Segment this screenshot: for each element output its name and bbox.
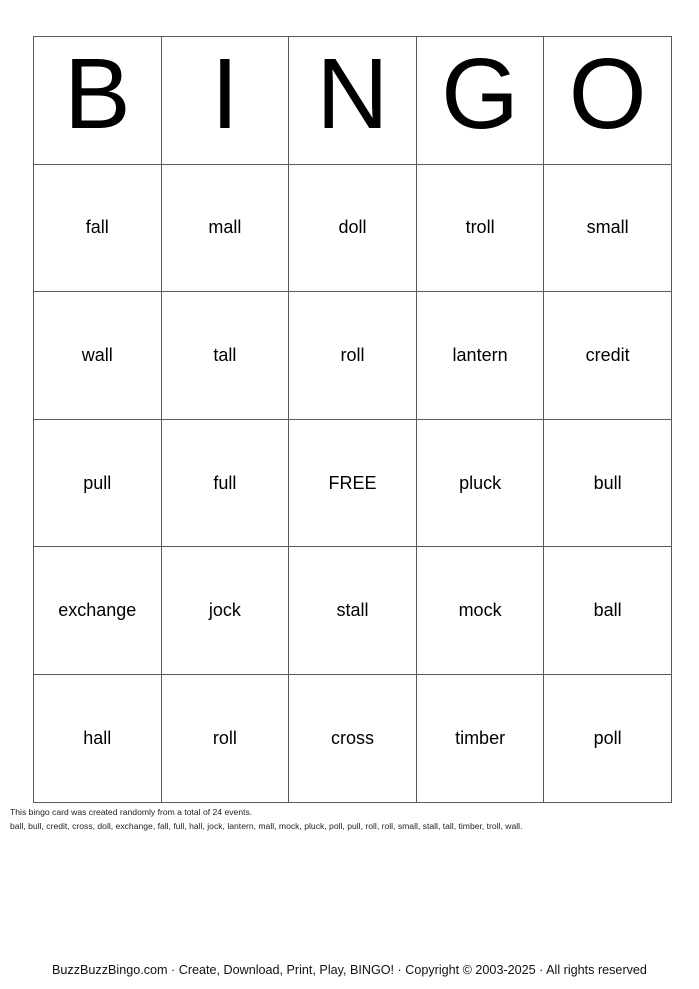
bingo-cell: mall — [161, 164, 289, 292]
event-word-list: ball, bull, credit, cross, doll, exchange, fall, full, hall, jock, lantern, mall, mock, pluck, poll, pull, roll, roll, small, stall, tall, timber, troll, wall. — [10, 821, 523, 831]
header-letter: G — [441, 38, 519, 151]
bingo-cell: full — [161, 419, 289, 547]
bingo-card — [33, 36, 672, 803]
header-letter: I — [210, 38, 239, 151]
bingo-cell: credit — [544, 292, 672, 420]
bingo-cell: fall — [34, 164, 162, 292]
bingo-cell: exchange — [34, 547, 162, 675]
bingo-cell: ball — [544, 547, 672, 675]
header-cell-n — [289, 37, 417, 165]
card-row — [34, 419, 672, 547]
header-letter: O — [568, 38, 647, 151]
header-letter: N — [316, 38, 389, 151]
header-cell-i — [161, 37, 289, 165]
header-cell-g — [416, 37, 544, 165]
bingo-cell: wall — [34, 292, 162, 420]
bingo-cell: bull — [544, 419, 672, 547]
bingo-cell: hall — [34, 674, 162, 802]
bingo-cell: tall — [161, 292, 289, 420]
bingo-cell: stall — [289, 547, 417, 675]
card-row — [34, 164, 672, 292]
bingo-cell: poll — [544, 674, 672, 802]
bingo-cell: mock — [416, 547, 544, 675]
bingo-cell: pluck — [416, 419, 544, 547]
bingo-cell: roll — [289, 292, 417, 420]
card-summary-note: This bingo card was created randomly from a total of 24 events. — [10, 807, 253, 817]
bingo-cell: timber — [416, 674, 544, 802]
page-footer: BuzzBuzzBingo.com · Create, Download, Print, Play, BINGO! · Copyright © 2003-2025 · All rights reserved — [52, 963, 647, 977]
card-row — [34, 674, 672, 802]
bingo-cell: jock — [161, 547, 289, 675]
bingo-cell: doll — [289, 164, 417, 292]
header-row — [34, 37, 672, 165]
header-cell-b — [34, 37, 162, 165]
header-cell-o — [544, 37, 672, 165]
header-letter: B — [63, 38, 131, 151]
bingo-cell: small — [544, 164, 672, 292]
bingo-cell: roll — [161, 674, 289, 802]
free-space-cell: FREE — [289, 419, 417, 547]
bingo-cell: cross — [289, 674, 417, 802]
bingo-cell: troll — [416, 164, 544, 292]
card-row — [34, 547, 672, 675]
bingo-cell: pull — [34, 419, 162, 547]
card-row — [34, 292, 672, 420]
bingo-cell: lantern — [416, 292, 544, 420]
